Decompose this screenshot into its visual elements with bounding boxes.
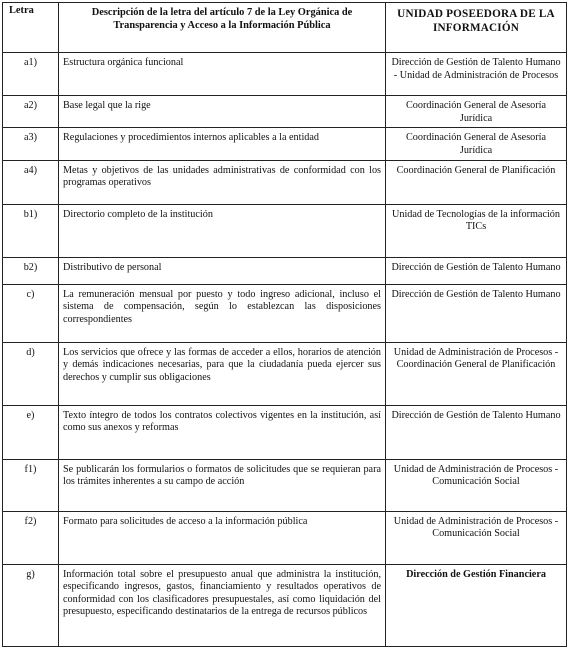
table-row xyxy=(3,96,567,128)
row-unit: Dirección de Gestión de Talento Humano xyxy=(386,405,567,459)
row-unit: Dirección de Gestión de Talento Humano xyxy=(386,284,567,342)
row-letter: d) xyxy=(3,342,59,405)
table-row xyxy=(3,128,567,160)
header-letter: Letra xyxy=(3,3,59,53)
row-unit: Coordinación General de Asesoría Jurídica xyxy=(386,128,567,160)
row-letter: e) xyxy=(3,405,59,459)
row-description: Distributivo de personal xyxy=(59,257,386,284)
row-unit: Unidad de Administración de Procesos - Comunicación Social xyxy=(386,459,567,511)
row-letter: b2) xyxy=(3,257,59,284)
row-letter: a2) xyxy=(3,96,59,128)
table-row xyxy=(3,564,567,646)
row-unit: Coordinación General de Planificación xyxy=(386,160,567,204)
information-table xyxy=(2,2,567,647)
row-description: Texto íntegro de todos los contratos colectivos vigentes en la institución, así como sus anexos y reformas xyxy=(59,405,386,459)
row-unit: Unidad de Tecnologías de la información TICs xyxy=(386,204,567,257)
row-description: Metas y objetivos de las unidades administrativas de conformidad con los programas operativos xyxy=(59,160,386,204)
row-unit: Unidad de Administración de Procesos - Comunicación Social xyxy=(386,511,567,564)
row-letter: b1) xyxy=(3,204,59,257)
header-description: Descripción de la letra del artículo 7 de la Ley Orgánica de Transparencia y Acceso a la Información Pública xyxy=(59,3,386,53)
row-description: Regulaciones y procedimientos internos aplicables a la entidad xyxy=(59,128,386,160)
header-unit: UNIDAD POSEEDORA DE LA INFORMACIÓN xyxy=(386,3,567,53)
row-unit: Unidad de Administración de Procesos - Coordinación General de Planificación xyxy=(386,342,567,405)
row-description: Información total sobre el presupuesto anual que administra la institución, especificando ingresos, gastos, financiamiento y resultados operativos de conformidad con los clasificadores presupuestales, así como liquidación del presupuesto, especificando destinatarios de la entrega de recursos públicos xyxy=(59,564,386,646)
table-row xyxy=(3,204,567,257)
row-letter: a3) xyxy=(3,128,59,160)
row-letter: g) xyxy=(3,564,59,646)
row-unit: Dirección de Gestión Financiera xyxy=(386,564,567,646)
row-letter: f1) xyxy=(3,459,59,511)
table-row xyxy=(3,257,567,284)
row-unit: Dirección de Gestión de Talento Humano xyxy=(386,257,567,284)
table-header-row xyxy=(3,3,567,53)
row-letter: f2) xyxy=(3,511,59,564)
row-description: Formato para solicitudes de acceso a la información pública xyxy=(59,511,386,564)
table-row xyxy=(3,53,567,96)
row-description: Los servicios que ofrece y las formas de acceder a ellos, horarios de atención y demás indicaciones necesarias, para que la ciudadanía pueda ejercer sus derechos y cumplir sus obligaciones xyxy=(59,342,386,405)
row-letter: c) xyxy=(3,284,59,342)
row-description: Base legal que la rige xyxy=(59,96,386,128)
table-row xyxy=(3,511,567,564)
table-row xyxy=(3,284,567,342)
table-row xyxy=(3,160,567,204)
row-description: La remuneración mensual por puesto y todo ingreso adicional, incluso el sistema de compensación, según lo establezcan las disposiciones correspondientes xyxy=(59,284,386,342)
row-unit: Dirección de Gestión de Talento Humano - Unidad de Administración de Procesos xyxy=(386,53,567,96)
row-letter: a4) xyxy=(3,160,59,204)
row-description: Directorio completo de la institución xyxy=(59,204,386,257)
row-description: Se publicarán los formularios o formatos de solicitudes que se requieran para los trámites inherentes a su campo de acción xyxy=(59,459,386,511)
row-unit: Coordinación General de Asesoría Jurídica xyxy=(386,96,567,128)
table-row xyxy=(3,459,567,511)
document-page xyxy=(2,2,566,647)
table-row xyxy=(3,405,567,459)
row-letter: a1) xyxy=(3,53,59,96)
row-description: Estructura orgánica funcional xyxy=(59,53,386,96)
table-row xyxy=(3,342,567,405)
